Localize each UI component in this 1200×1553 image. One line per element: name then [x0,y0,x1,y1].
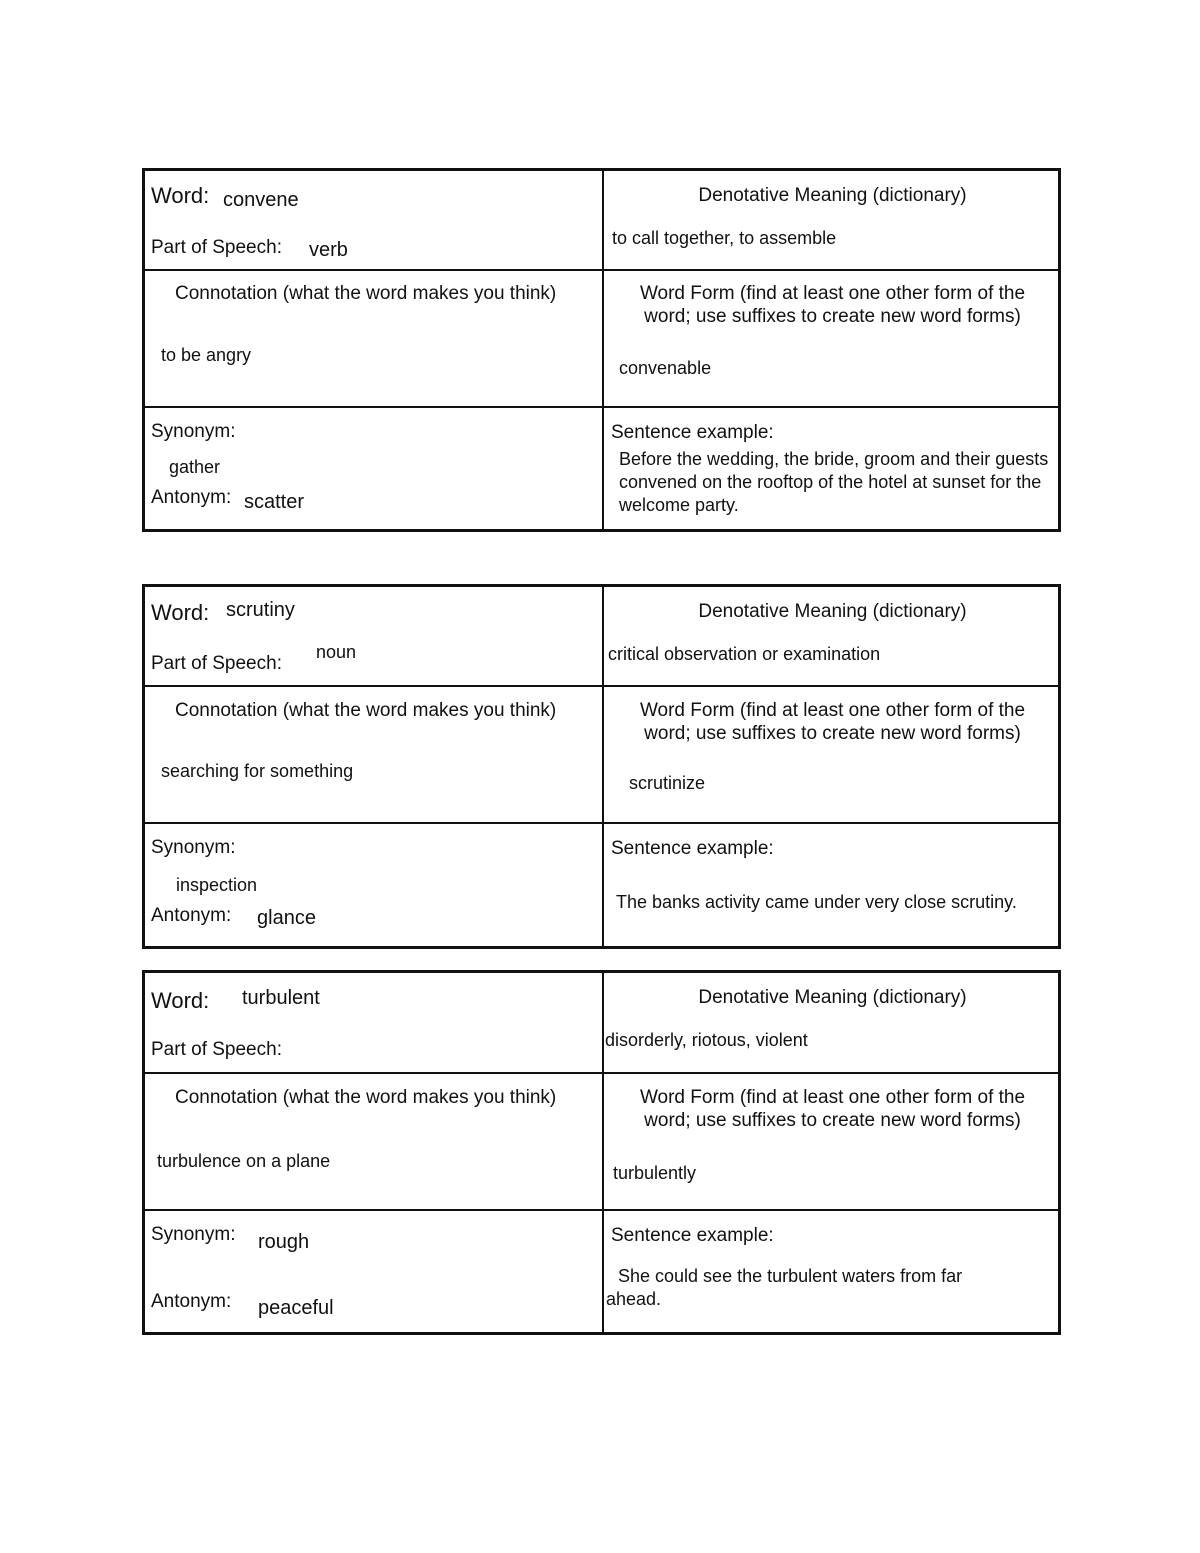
connotation-value: to be angry [161,345,252,365]
antonym-value: scatter [244,491,305,513]
connotation-value: searching for something [161,761,354,781]
part-of-speech-value: verb [309,239,348,261]
word-value: turbulent [242,987,320,1009]
synonym-value: inspection [176,875,258,895]
synonym-label: Synonym: [151,1224,236,1245]
vocab-card-1 [142,168,1061,532]
sentence-value: She could see the turbulent waters from far ahead. [606,1266,963,1309]
synonym-label: Synonym: [151,837,236,858]
sentence-label: Sentence example: [611,838,774,859]
word-form-value: convenable [619,358,712,378]
connotation-value: turbulence on a plane [157,1151,331,1171]
connotation-label: Connotation (what the word makes you think) [175,283,557,304]
column-divider [602,408,604,529]
card-row-word [145,587,1058,687]
part-of-speech-label: Part of Speech: [151,653,282,674]
part-of-speech-value: noun [316,642,357,662]
denotative-label: Denotative Meaning (dictionary) [698,601,967,622]
word-form-label-line2: word; use suffixes to create new word forms) [644,306,1021,327]
column-divider [602,1211,604,1332]
sentence-label: Sentence example: [611,422,774,443]
connotation-label: Connotation (what the word makes you think) [175,700,557,721]
word-label: Word: [151,988,210,1013]
card-row-synonym [145,408,1058,529]
sentence-value: The banks activity came under very close scrutiny. [616,892,1017,912]
antonym-label: Antonym: [151,487,232,508]
card-row-word [145,171,1058,271]
denotative-value: to call together, to assemble [612,228,837,248]
connotation-label: Connotation (what the word makes you think) [175,1087,557,1108]
antonym-label: Antonym: [151,1291,232,1312]
card-row-word [145,973,1058,1074]
part-of-speech-label: Part of Speech: [151,237,282,258]
antonym-label: Antonym: [151,905,232,926]
card-row-connotation [145,687,1058,824]
card-row-synonym [145,1211,1058,1332]
synonym-value: rough [258,1231,310,1253]
denotative-value: disorderly, riotous, violent [605,1030,808,1050]
denotative-value: critical observation or examination [608,644,881,664]
word-form-value: scrutinize [629,773,706,793]
vocab-card-3 [142,970,1061,1335]
denotative-label: Denotative Meaning (dictionary) [698,185,967,206]
antonym-value: peaceful [258,1297,334,1319]
word-form-label-line2: word; use suffixes to create new word forms) [644,1110,1021,1131]
card-row-synonym [145,824,1058,946]
word-value: scrutiny [226,599,295,621]
denotative-label: Denotative Meaning (dictionary) [698,987,967,1008]
word-form-label-line1: Word Form (find at least one other form of the [639,700,1026,721]
antonym-value: glance [257,907,316,929]
word-form-label-line1: Word Form (find at least one other form of the [639,283,1026,304]
synonym-label: Synonym: [151,421,236,442]
column-divider [602,824,604,946]
part-of-speech-label: Part of Speech: [151,1039,282,1060]
word-label: Word: [151,183,210,208]
card-row-connotation [145,271,1058,408]
word-label: Word: [151,600,210,625]
word-value: convene [223,189,299,211]
word-form-value: turbulently [613,1163,697,1183]
word-form-label-line2: word; use suffixes to create new word forms) [644,723,1021,744]
card-row-connotation [145,1074,1058,1211]
synonym-value: gather [169,457,221,477]
word-form-label-line1: Word Form (find at least one other form of the [639,1087,1026,1108]
sentence-value: Before the wedding, the bride, groom and their guests convened on the rooftop of the hotel at sunset for the welcome party. [619,449,1049,515]
sentence-label: Sentence example: [611,1225,774,1246]
vocab-card-2 [142,584,1061,949]
